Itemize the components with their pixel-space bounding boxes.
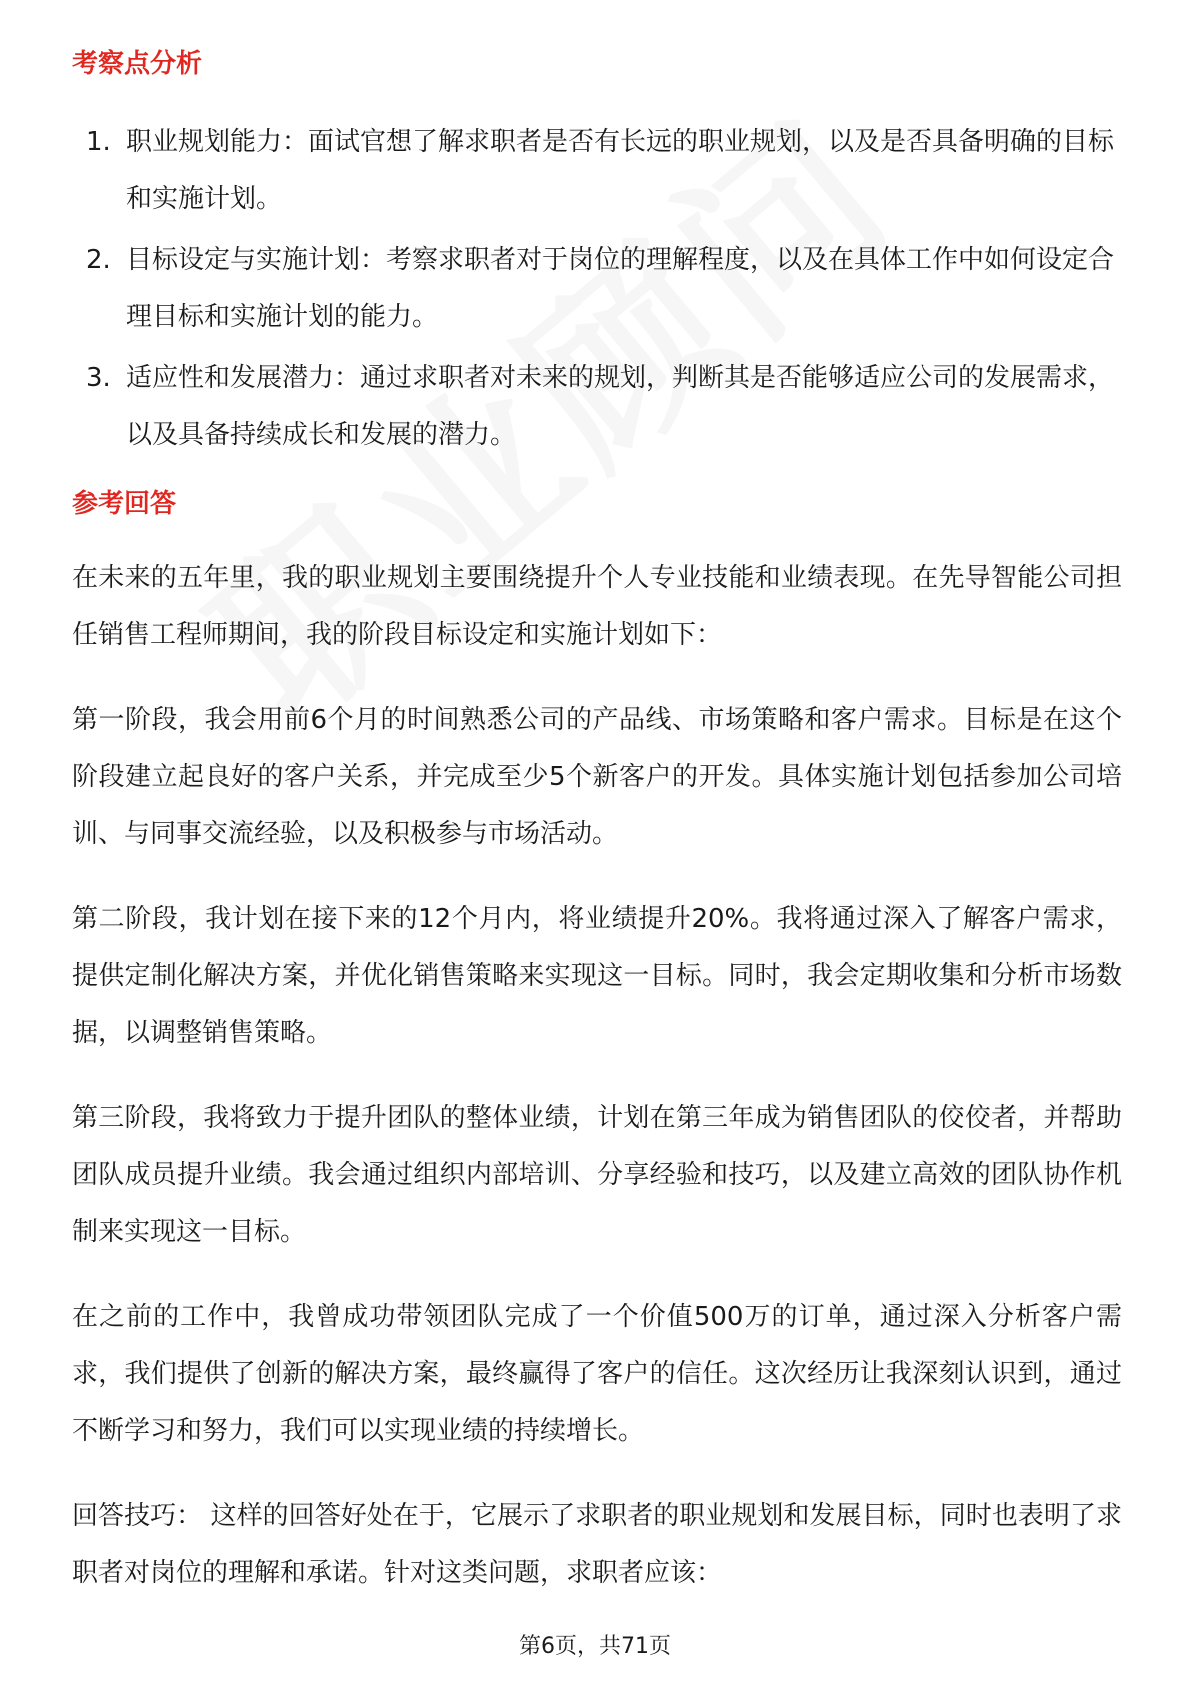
page-number: 第6页，共71页 (519, 1634, 671, 1659)
point-number: 1. (86, 127, 111, 157)
point-text: 适应性和发展潜力：通过求职者对未来的规划，判断其是否能够适应公司的发展需求，以及具备持续成长和发展的潜力。 (126, 363, 1115, 450)
answer-paragraph: 第三阶段，我将致力于提升团队的整体业绩，计划在第三年成为销售团队的佼佼者，并帮助团队成员提升业绩。我会通过组织内部培训、分享经验和技巧，以及建立高效的团队协作机制来实现这一目标。 (72, 1103, 1122, 1247)
answer-tips-paragraph: 回答技巧： 这样的回答好处在于，它展示了求职者的职业规划和发展目标，同时也表明了求职者对岗位的理解和承诺。针对这类问题，求职者应该： (72, 1501, 1122, 1588)
analysis-title: 考察点分析 (72, 49, 203, 79)
point-text: 目标设定与实施计划：考察求职者对于岗位的理解程度，以及在具体工作中如何设定合理目标和实施计划的能力。 (126, 245, 1115, 332)
answer-paragraph: 第一阶段，我会用前6个月的时间熟悉公司的产品线、市场策略和客户需求。目标是在这个阶段建立起良好的客户关系，并完成至少5个新客户的开发。具体实施计划包括参加公司培训、与同事交流经验，以及积极参与市场活动。 (72, 705, 1122, 849)
answer-paragraph: 在之前的工作中，我曾成功带领团队完成了一个价值500万的订单，通过深入分析客户需求，我们提供了创新的解决方案，最终赢得了客户的信任。这次经历让我深刻认识到，通过不断学习和努力，我们可以实现业绩的持续增长。 (72, 1302, 1122, 1446)
point-text: 职业规划能力：面试官想了解求职者是否有长远的职业规划，以及是否具备明确的目标和实施计划。 (126, 127, 1115, 214)
answer-title: 参考回答 (72, 489, 177, 519)
analysis-point (72, 114, 1122, 228)
analysis-points-list (72, 114, 1122, 464)
analysis-point (72, 232, 1122, 346)
answer-paragraph: 在未来的五年里，我的职业规划主要围绕提升个人专业技能和业绩表现。在先导智能公司担任销售工程师期间，我的阶段目标设定和实施计划如下： (72, 563, 1122, 650)
answer-paragraph: 第二阶段，我计划在接下来的12个月内，将业绩提升20%。我将通过深入了解客户需求，提供定制化解决方案，并优化销售策略来实现这一目标。同时，我会定期收集和分析市场数据，以调整销售策略。 (72, 904, 1122, 1048)
document-body (72, 44, 1122, 1630)
analysis-point (72, 350, 1122, 464)
point-number: 2. (86, 245, 111, 275)
point-number: 3. (86, 363, 111, 393)
